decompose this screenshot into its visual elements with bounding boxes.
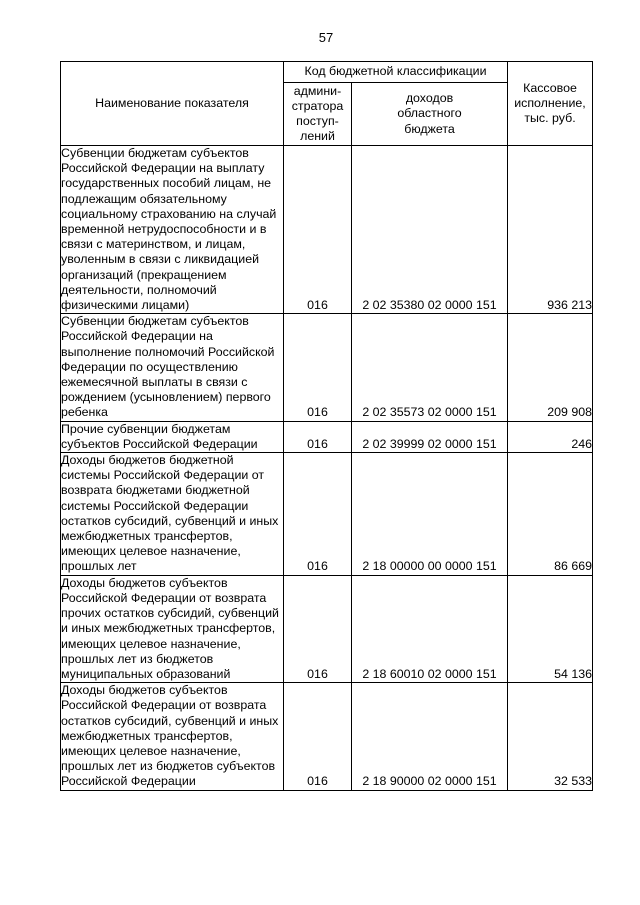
header-administrator-label: админи- стратора поступ- лений — [291, 83, 344, 144]
row-revenue-code: 2 18 90000 02 0000 151 — [352, 683, 508, 790]
row-revenue-code: 2 02 39999 02 0000 151 — [352, 421, 508, 452]
row-admin-code: 016 — [284, 683, 352, 790]
row-admin-code: 016 — [284, 453, 352, 576]
row-name: Прочие субвенции бюджетам субъектов Российской Федерации — [61, 421, 284, 452]
header-indicator-label: Наименование показателя — [95, 95, 249, 110]
header-execution-label: Кассовое исполнение, тыс. руб. — [514, 80, 586, 126]
row-revenue-code: 2 18 00000 00 0000 151 — [352, 453, 508, 576]
row-name: Доходы бюджетов субъектов Российской Федерации от возврата остатков субсидий, субвенций и иных межбюджетных трансфертов, имеющих целевое назначение, прошлых лет из бюджетов субъектов Российской Федерации — [61, 683, 284, 790]
row-amount: 32 533 — [508, 683, 593, 790]
table-row — [61, 575, 593, 682]
row-name: Субвенции бюджетам субъектов Российской Федерации на выполнение полномочий Российской Федерации по осуществлению ежемесячной выплаты в связи с рождением (усыновлением) первого ребенка — [61, 314, 284, 421]
row-revenue-code: 2 02 35573 02 0000 151 — [352, 314, 508, 421]
row-admin-code: 016 — [284, 421, 352, 452]
header-revenue — [352, 83, 508, 146]
row-name: Доходы бюджетов субъектов Российской Федерации от возврата прочих остатков субсидий, субвенций и иных межбюджетных трансфертов, имеющих целевое назначение, прошлых лет из бюджетов муниципальных образований — [61, 575, 284, 682]
table-row — [61, 421, 593, 452]
page-number: 57 — [318, 30, 334, 45]
row-revenue-code: 2 18 60010 02 0000 151 — [352, 575, 508, 682]
row-revenue-code: 2 02 35380 02 0000 151 — [352, 146, 508, 314]
row-amount: 936 213 — [508, 146, 593, 314]
header-administrator — [284, 83, 352, 146]
row-amount: 86 669 — [508, 453, 593, 576]
table-row — [61, 314, 593, 421]
header-indicator — [61, 62, 284, 146]
header-classification-label: Код бюджетной классификации — [304, 64, 487, 79]
table-row — [61, 453, 593, 576]
row-admin-code: 016 — [284, 146, 352, 314]
row-name: Субвенции бюджетам субъектов Российской Федерации на выплату государственных пособий лицам, не подлежащим обязательному социальному страхованию на случай временной нетрудоспособности и в связи с материнством, и лицам, уволенным в связи с ликвидацией организаций (прекращением деятельности, полномочий физическими лицами) — [61, 146, 284, 314]
row-amount: 246 — [508, 421, 593, 452]
table-row — [61, 146, 593, 314]
budget-table — [60, 61, 593, 791]
table-row — [61, 683, 593, 790]
row-admin-code: 016 — [284, 575, 352, 682]
header-classification — [284, 62, 508, 83]
header-revenue-label: доходов областного бюджета — [397, 91, 462, 136]
row-name: Доходы бюджетов бюджетной системы Российской Федерации от возврата бюджетами бюджетной системы Российской Федерации остатков субсидий, субвенций и иных межбюджетных трансфертов, имеющих целевое назначение, прошлых лет — [61, 453, 284, 576]
row-admin-code: 016 — [284, 314, 352, 421]
row-amount: 54 136 — [508, 575, 593, 682]
header-execution — [508, 62, 593, 146]
row-amount: 209 908 — [508, 314, 593, 421]
